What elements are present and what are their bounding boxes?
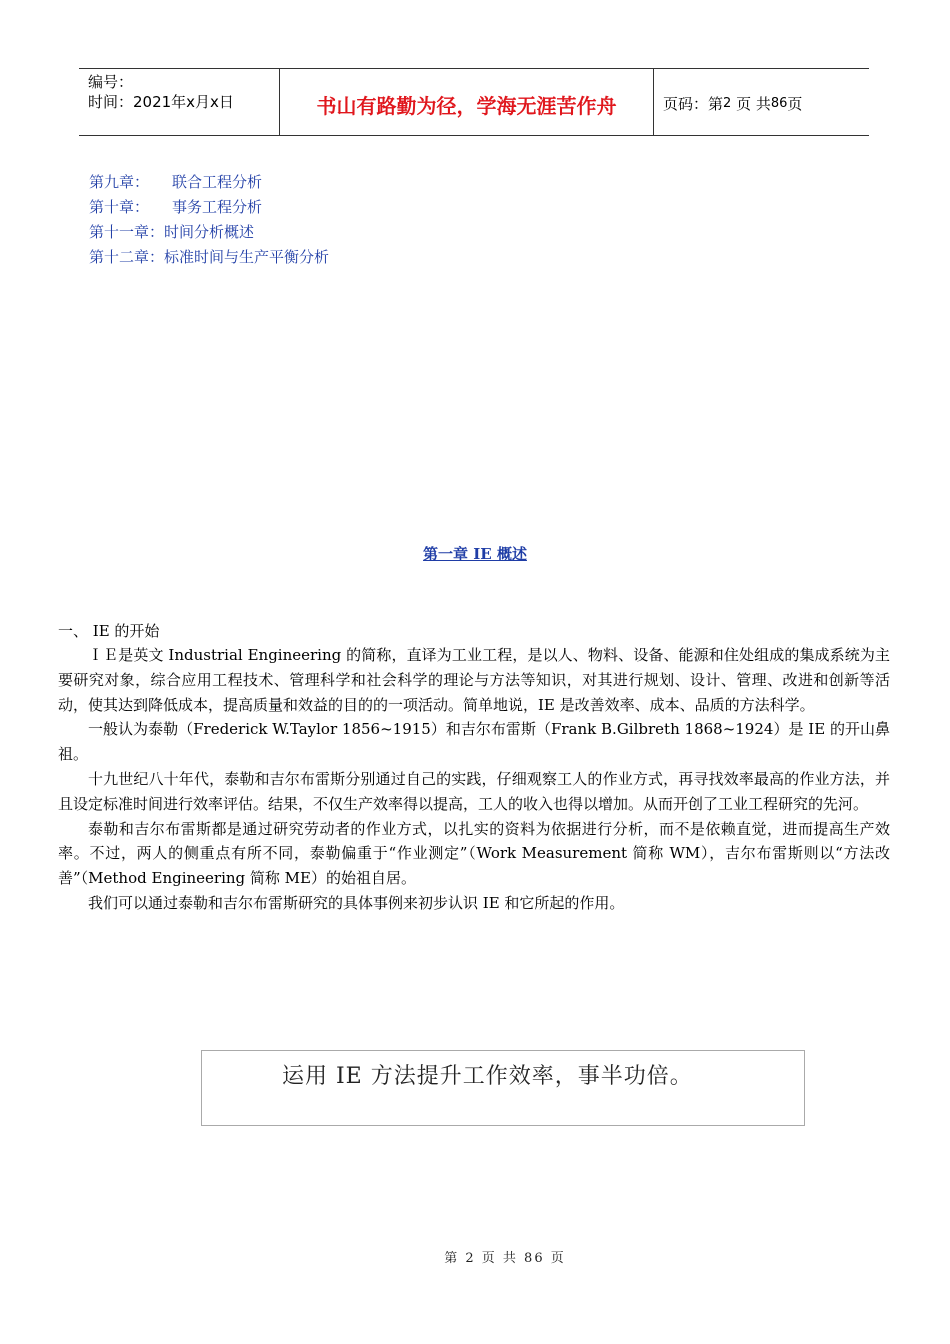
toc-title: 事务工程分析: [172, 198, 263, 216]
callout-box: 运用 IE 方法提升工作效率，事半功倍。: [201, 1050, 805, 1126]
paragraph: 十九世纪八十年代，泰勒和吉尔布雷斯分别通过自己的实践，仔细观察工人的作业方式，再寻找效率最高的作业方法，并且设定标准时间进行效率评估。结果，不仅生产效率得以提高，工人的收入也得以增加。从而开创了工业工程研究的先河。: [58, 769, 890, 813]
paragraph: ＩＥ是英文 Industrial Engineering 的简称，直译为工业工程，是以人、物料、设备、能源和住处组成的集成系统为主要研究对象，综合应用工程技术、管理科学和社会科学的理论与方法等知识，对其进行规划、设计、管理、改进和创新等活动，使其达到降低成本，提高质量和效益的目的的一项活动。简单地说，IE 是改善效率、成本、品质的方法科学。: [58, 646, 890, 714]
header-page-info: [654, 69, 869, 135]
header-motto: 书山有路勤为径，学海无涯苦作舟: [280, 69, 654, 135]
header-meta: [79, 69, 280, 135]
toc-label: 第十二章：: [89, 248, 165, 266]
page-number: 2: [723, 95, 732, 111]
page-total: 86: [770, 95, 788, 111]
page-suffix: 页: [787, 94, 803, 113]
section-heading: 一、 IE 的开始: [58, 622, 160, 640]
paragraph: 泰勒和吉尔布雷斯都是通过研究劳动者的作业方式，以扎实的资料为依据进行分析，而不是依赖直觉，进而提高生产效率。不过，两人的侧重点有所不同，泰勒偏重于“作业测定”（Work Measurement 简称 WM），吉尔布雷斯则以“方法改善”（Method Engineering 简称 ME）的始祖自居。: [58, 819, 890, 888]
paragraph: 我们可以通过泰勒和吉尔布雷斯研究的具体事例来初步认识 IE 和它所起的作用。: [88, 893, 625, 912]
toc-entry[interactable]: [89, 220, 329, 245]
toc-entry[interactable]: [89, 245, 329, 270]
toc-title: 联合工程分析: [172, 173, 263, 191]
chapter-title[interactable]: 第一章 IE 概述: [423, 545, 527, 563]
toc-entry[interactable]: [89, 195, 329, 220]
toc-title: 标准时间与生产平衡分析: [164, 248, 330, 266]
table-of-contents: [89, 170, 329, 270]
page-prefix: 页码：第: [663, 94, 724, 113]
paragraph: 一般认为泰勒（Frederick W.Taylor 1856~1915）和吉尔布雷斯（Frank B.Gilbreth 1868~1924）是 IE 的开山鼻祖。: [58, 720, 890, 764]
toc-title: 时间分析概述: [164, 223, 255, 241]
toc-label: 第十章：: [89, 198, 150, 216]
page-footer: 第 2 页 共 86 页: [444, 1251, 566, 1266]
page-mid: 页 共: [736, 94, 771, 113]
page-header: [79, 68, 869, 136]
toc-entry[interactable]: [89, 170, 329, 195]
time-label: 时间：2021年x月x日: [88, 93, 234, 111]
toc-label: 第九章：: [89, 173, 150, 191]
number-label: 编号：: [88, 73, 134, 91]
toc-label: 第十一章：: [89, 223, 165, 241]
body-text: [58, 643, 890, 916]
